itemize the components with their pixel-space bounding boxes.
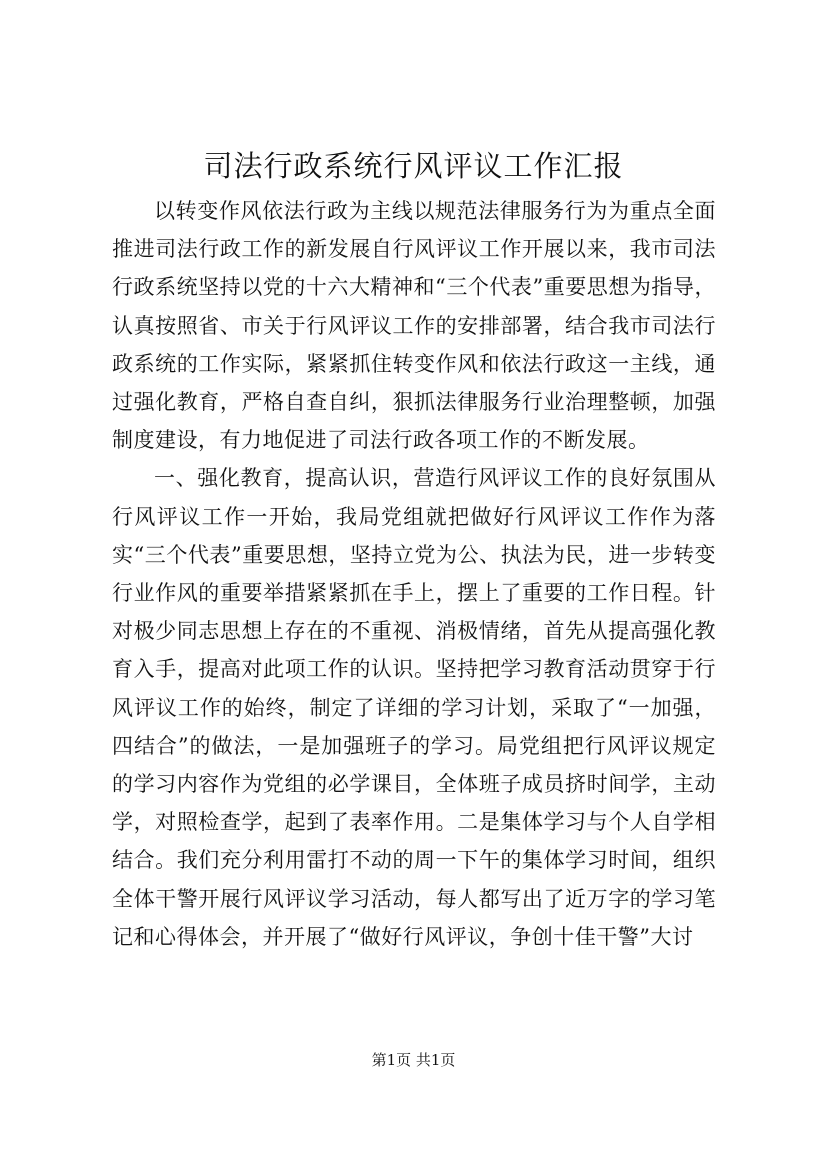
page-footer: 第1页 共1页 — [371, 1051, 456, 1069]
body-paragraph-section-one: 一、强化教育，提高认识，营造行风评议工作的良好氛围从行风评议工作一开始，我局党组就把做好行风评议工作作为落实“三个代表”重要思想，坚持立党为公、执法为民，进一步转变行业作风的重要举措紧紧抓在手上，摆上了重要的工作日程。针对极少同志思想上存在的不重视、消极情绪，首先从提高强化教育入手，提高对此项工作的认识。坚持把学习教育活动贯穿于行风评议工作的始终，制定了详细的学习计划，采取了“一加强，四结合”的做法，一是加强班子的学习。局党组把行风评议规定的学习内容作为党组的必学课目，全体班子成员挤时间学，主动学，对照检查学，起到了表率作用。二是集体学习与个人自学相结合。我们充分利用雷打不动的周一下午的集体学习时间，组织全体干警开展行风评议学习活动，每人都写出了近万字的学习笔记和心得体会，并开展了“做好行风评议，争创十佳干警”大讨 — [112, 466, 716, 949]
body-paragraph-intro: 以转变作风依法行政为主线以规范法律服务行为为重点全面推进司法行政工作的新发展自行风评议工作开展以来，我市司法行政系统坚持以党的十六大精神和“三个代表”重要思想为指导，认真按照省、市关于行风评议工作的安排部署，结合我市司法行政系统的工作实际，紧紧抓住转变作风和依法行政这一主线，通过强化教育，严格自查自纠，狠抓法律服务行业治理整顿，加强制度建设，有力地促进了司法行政各项工作的不断发展。 — [112, 199, 716, 453]
document-title: 司法行政系统行风评议工作汇报 — [203, 149, 624, 183]
document-body — [112, 192, 716, 956]
